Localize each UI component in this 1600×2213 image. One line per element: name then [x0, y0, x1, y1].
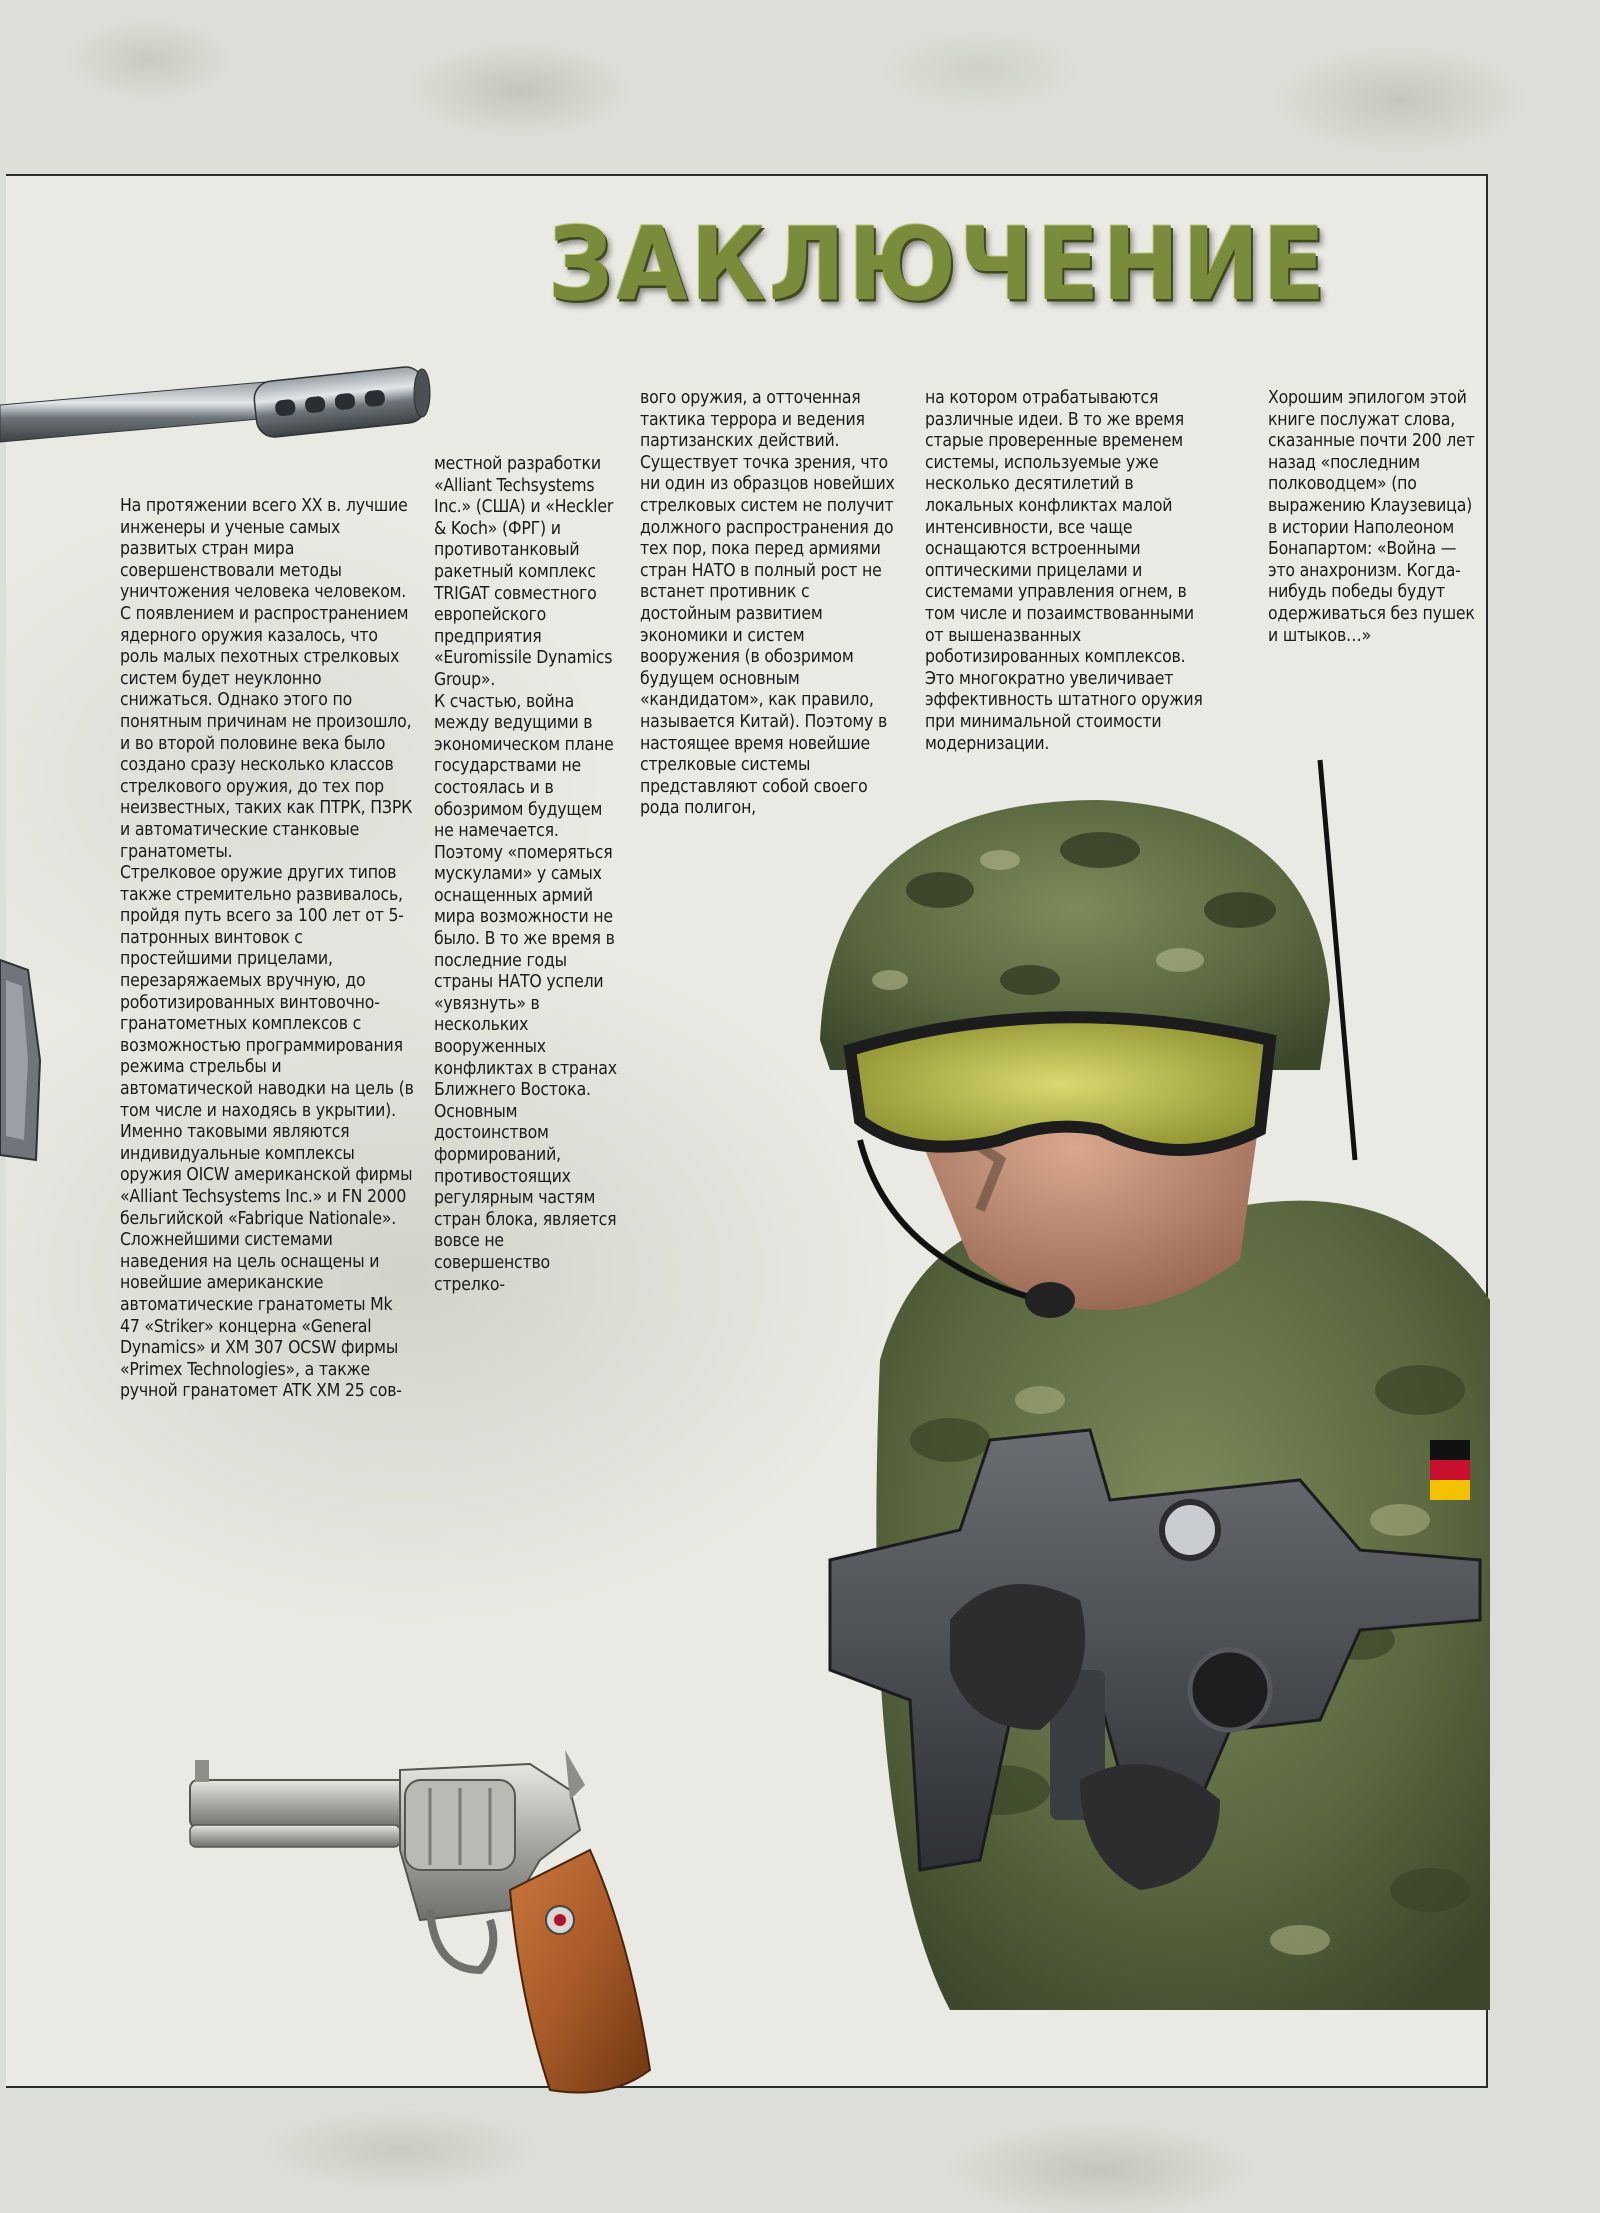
text-column-3: вого оружия, а отточенная тактика террора и ведения партизанских действий. Существует точка зрения, что ни один из образцов новейших стрелковых систем не получит должного распространения до тех пор, пока перед армиями стран НАТО в полный рост не встанет противник с достойным развитием экономики и систем вооружения (в обозримом будущем основным «кандидатом», как правило, называется Китай). Поэтому в настоящее время новейшие стрелковые системы представляют собой своего рода полигон,	[640, 388, 895, 819]
text-column-2: местной разработки «Alliant Techsystems Inc.» (США) и «Heckler & Koch» (ФРГ) и противотанковый ракетный комплекс TRIGAT совместного европейского предприятия «Euromissile Dynamics Group». К счастью, война между ведущими в экономическом плане государствами не состоялась и в обозримом будущем не намечается. Поэтому «померяться мускулами» у самых оснащенных армий мира возможности не было. В то же время в последние годы страны НАТО успели «увязнуть» в нескольких вооруженных конфликтах в странах Ближнего Востока. Основным достоинством формирований, противостоящих регулярным частям стран блока, является вовсе не совершенство стрелко-	[434, 454, 617, 1295]
rifle-barrel-illustration	[0, 360, 440, 460]
rifle-fragment-illustration	[0, 940, 50, 1170]
soldier-illustration	[800, 740, 1490, 2010]
text-column-4: на котором отрабатываются различные идеи. В то же время старые проверенные временем системы, используемые уже несколько десятилетий в локальных конфликтах малой интенсивности, все чаще оснащаются встроенными оптическими прицелами и системами управления огнем, в том числе и позаимствованными от вышеназванных роботизированных комплексов. Это многократно увеличивает эффективность штатного оружия при минимальной стоимости модернизации.	[925, 388, 1203, 754]
text-column-5: Хорошим эпилогом этой книге послужат слова, сказанные почти 200 лет назад «последним полководцем» (по выражению Клаузевица) в истории Наполеоном Бонапартом: «Война — это анахронизм. Когда-нибудь победы будут одерживаться без пушек и штыков…»	[1268, 388, 1475, 646]
page-title: ЗАКЛЮЧЕНИЕ	[548, 205, 1329, 324]
text-column-1: На протяжении всего XX в. лучшие инженеры и ученые самых развитых стран мира совершенствовали методы уничтожения человека человеком. С появлением и распространением ядерного оружия казалось, что роль малых пехотных стрелковых систем будет неуклонно снижаться. Однако этого по понятным причинам не произошло, и во второй половине века было создано сразу несколько классов стрелкового оружия, до тех пор неизвестных, таких как ПТРК, ПЗРК и автоматические станковые гранатометы. Стрелковое оружие других типов также стремительно развивалось, пройдя путь всего за 100 лет от 5-патронных винтовок с простейшими прицелами, перезаряжаемых вручную, до роботизированных винтовочно-гранатометных комплексов с возможностью программирования режима стрельбы и автоматической наводки на цель (в том числе и находясь в укрытии). Именно таковыми являются индивидуальные комплексы оружия OICW американской фирмы «Alliant Techsystems Inc.» и FN 2000 бельгийской «Fabrique Nationale». Сложнейшими системами наведения на цель оснащены и новейшие американские автоматические гранатометы Mk 47 «Striker» концерна «General Dynamics» и XM 307 OCSW фирмы «Primex Technologies», а также ручной гранатомет ATK XM 25 сов-	[120, 496, 414, 1402]
revolver-illustration	[180, 1740, 720, 2120]
